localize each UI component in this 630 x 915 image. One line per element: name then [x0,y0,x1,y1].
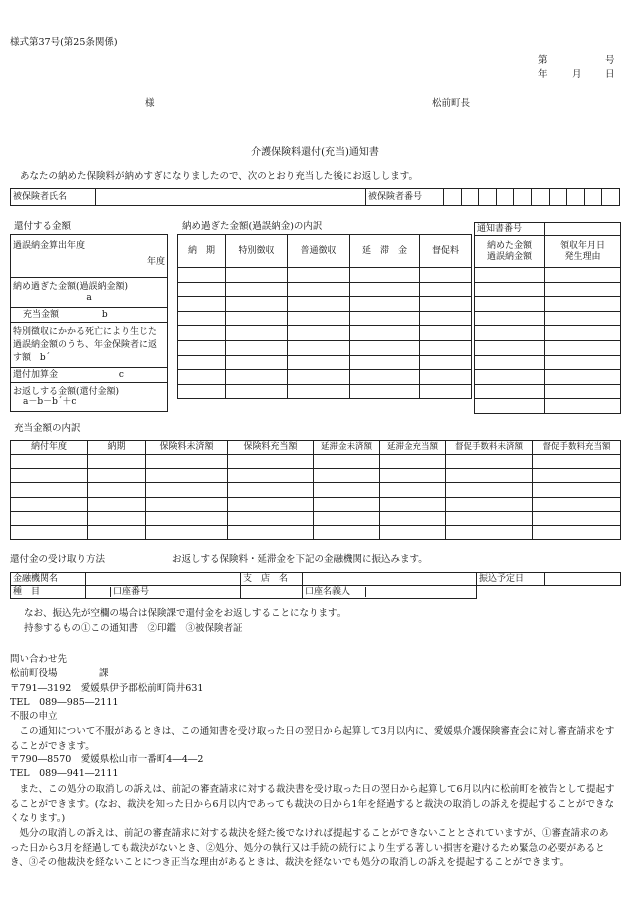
allocation-cell[interactable] [314,525,380,539]
refund-b-label: 充当金額 [23,309,60,320]
notice-cell[interactable] [545,355,621,370]
breakdown-col-term: 納 期 [178,235,226,268]
notice-cell[interactable] [545,268,621,283]
breakdown-col-dunning: 督促料 [420,235,472,268]
notice-row [475,282,621,297]
breakdown-cell[interactable] [420,297,472,312]
allocation-cell[interactable] [533,469,621,483]
notice-cell[interactable] [475,399,545,414]
allocation-cell[interactable] [314,469,380,483]
intro-text: あなたの納めた保険料が納めすぎになりましたので、次のとおり充当した後にお返しします。 [20,171,419,182]
breakdown-cell[interactable] [288,340,350,355]
breakdown-cell[interactable] [420,370,472,385]
refund-row-year[interactable] [11,235,168,278]
notice-cell[interactable] [545,370,621,385]
breakdown-cell[interactable] [350,370,420,385]
breakdown-cell[interactable] [350,268,420,283]
insured-name-label: 被保険者氏名 [11,189,96,206]
allocation-cell[interactable] [446,525,533,539]
breakdown-cell[interactable] [178,384,226,399]
notice-cell[interactable] [545,297,621,312]
allocation-cell[interactable] [533,525,621,539]
insured-number-digit[interactable] [567,189,585,206]
breakdown-cell[interactable] [226,282,288,297]
notice-paid-label [475,236,545,268]
breakdown-cell[interactable] [288,326,350,341]
breakdown-row [178,268,472,283]
contact-address: 〒791―3192 愛媛県伊予郡松前町筒井631 [10,683,204,694]
allocation-row [11,455,621,469]
allocation-col-dunning-unpaid: 督促手数料未済額 [446,441,533,455]
breakdown-cell[interactable] [420,355,472,370]
refund-b2-sub: b´ [39,352,51,363]
allocation-cell[interactable] [228,469,314,483]
refund-total-label: お返しする金額(還付金額) [13,386,120,397]
allocation-cell[interactable] [88,469,146,483]
breakdown-cell[interactable] [178,311,226,326]
refund-row-total[interactable] [11,383,168,412]
refund-header: 還付する金額 [14,221,72,232]
breakdown-cell[interactable] [288,282,350,297]
breakdown-cell[interactable] [226,268,288,283]
allocation-cell[interactable] [314,455,380,469]
refund-year-label: 過誤納金算出年度 [13,241,86,251]
refund-row-b2[interactable] [11,323,168,368]
breakdown-cell[interactable] [350,297,420,312]
notice-number-label: 通知書番号 [475,223,545,236]
allocation-cell[interactable] [146,497,228,511]
insured-number-digit[interactable] [479,189,497,206]
breakdown-cell[interactable] [350,311,420,326]
breakdown-cell[interactable] [226,370,288,385]
notice-number-field[interactable] [545,223,621,236]
allocation-cell[interactable] [380,483,446,497]
allocation-cell[interactable] [146,511,228,525]
allocation-cell[interactable] [533,511,621,525]
allocation-col-premium-applied: 保険料充当額 [228,441,314,455]
empty-cell [477,586,545,599]
allocation-cell[interactable] [533,497,621,511]
allocation-cell[interactable] [380,525,446,539]
notice-row [475,384,621,399]
breakdown-cell[interactable] [420,326,472,341]
allocation-row [11,511,621,525]
allocation-cell[interactable] [228,497,314,511]
allocation-cell[interactable] [380,511,446,525]
appeal-label: 不服の申立 [10,711,58,722]
breakdown-cell[interactable] [178,326,226,341]
refund-row-a[interactable] [11,278,168,308]
contact-section: 課 [99,668,109,679]
allocation-cell[interactable] [88,525,146,539]
allocation-cell[interactable] [146,469,228,483]
bank-table [10,572,621,599]
allocation-cell[interactable] [146,525,228,539]
breakdown-row [178,326,472,341]
allocation-cell[interactable] [314,511,380,525]
allocation-cell[interactable] [11,455,88,469]
note-1: なお、振込先が空欄の場合は保険課で還付金をお返しすることになります。 [24,608,347,619]
insured-number-digit[interactable] [584,189,602,206]
addressee-suffix: 様 [145,98,155,109]
allocation-cell[interactable] [88,455,146,469]
breakdown-cell[interactable] [288,268,350,283]
breakdown-cell[interactable] [420,340,472,355]
notice-cell[interactable] [545,399,621,414]
allocation-col-term: 納期 [88,441,146,455]
notice-row [475,370,621,385]
transfer-date-label: 振込予定日 [477,573,545,586]
notice-cell[interactable] [475,311,545,326]
allocation-col-latefee-applied: 延滞金充当額 [380,441,446,455]
notice-cell[interactable] [475,340,545,355]
notice-cell[interactable] [545,326,621,341]
insured-table [10,188,620,206]
allocation-col-dunning-applied: 督促手数料充当額 [533,441,621,455]
account-type-label [11,586,86,599]
notice-cell[interactable] [475,370,545,385]
refund-table [10,234,168,412]
notice-row [475,297,621,312]
insured-number-digit[interactable] [444,189,462,206]
allocation-cell[interactable] [446,455,533,469]
refund-row-c[interactable] [11,368,168,383]
issuer: 松前町長 [432,98,471,109]
breakdown-row [178,340,472,355]
breakdown-table [177,234,472,399]
branch-label: 支 店 名 [241,573,303,586]
allocation-cell[interactable] [11,497,88,511]
allocation-cell[interactable] [533,483,621,497]
notice-cell[interactable] [545,282,621,297]
date-year: 年 [538,69,548,80]
breakdown-cell[interactable] [288,297,350,312]
insured-number-digit[interactable] [514,189,532,206]
contact-tel: TEL 089―985―2111 [10,697,119,708]
refund-a-label: 納め過ぎた金額(過誤納金額) [13,282,129,293]
breakdown-row [178,384,472,399]
notice-table [474,222,621,414]
allocation-cell[interactable] [11,525,88,539]
notice-row [475,399,621,414]
receive-label: 還付金の受け取り方法 [10,554,106,565]
account-type-text: 種 目 [13,586,41,597]
contact-label: 問い合わせ先 [10,654,68,665]
date-month: 月 [572,69,582,80]
appeal-tel: TEL 089―941―2111 [10,768,119,779]
allocation-cell[interactable] [228,525,314,539]
breakdown-row [178,355,472,370]
account-type-field[interactable] [86,587,111,597]
allocation-cell[interactable] [11,469,88,483]
allocation-cell[interactable] [446,497,533,511]
notice-row [475,340,621,355]
bank-name-label: 金融機関名 [11,573,86,586]
notice-cell[interactable] [475,268,545,283]
insured-number-digit[interactable] [531,189,549,206]
account-type-number-cell[interactable] [86,586,241,599]
breakdown-cell[interactable] [226,297,288,312]
allocation-cell[interactable] [446,469,533,483]
breakdown-cell[interactable] [226,311,288,326]
notice-row [475,311,621,326]
breakdown-row [178,297,472,312]
breakdown-cell[interactable] [178,268,226,283]
notice-cell[interactable] [545,384,621,399]
contact-office: 松前町役場 [10,668,58,679]
allocation-cell[interactable] [380,497,446,511]
allocation-cell[interactable] [446,483,533,497]
breakdown-cell[interactable] [350,326,420,341]
account-number-field[interactable] [241,586,303,599]
account-holder-label: 口座名義人 [303,587,366,597]
allocation-col-premium-unpaid: 保険料未済額 [146,441,228,455]
breakdown-cell[interactable] [420,384,472,399]
breakdown-cell[interactable] [350,282,420,297]
breakdown-header: 納め過ぎた金額(過誤納金)の内訳 [182,221,323,232]
allocation-header: 充当金額の内訳 [14,423,81,434]
refund-year-unit: 年度 [146,257,165,268]
breakdown-cell[interactable] [288,355,350,370]
allocation-cell[interactable] [88,511,146,525]
receive-text: お返しする保険料・延滞金を下記の金融機関に振込みます。 [172,554,428,565]
breakdown-cell[interactable] [288,311,350,326]
notice-cell[interactable] [475,297,545,312]
breakdown-cell[interactable] [226,326,288,341]
insured-number-digit[interactable] [602,189,620,206]
appeal-address: 〒790―8570 愛媛県松山市一番町4―4―2 [10,754,204,765]
breakdown-col-late-fee: 延 滞 金 [350,235,420,268]
notice-cell[interactable] [475,355,545,370]
allocation-cell[interactable] [314,483,380,497]
appeal-paragraph-1: この通知について不服があるときは、この通知書を受け取った日の翌日から起算して3月以内に、愛媛県介護保険審査会に対し審査請求をすることができます。 [10,726,615,752]
page-title: 介護保険料還付(充当)通知書 [251,147,379,158]
transfer-date-field[interactable] [545,573,621,586]
appeal-paragraph-3: 処分の取消しの訴えは、前記の審査請求に対する裁決を経た後でなければ提起することができないこととされていますが、①審査請求のあった日から3月を経過しても裁決がないとき、②処分、処分の執行又は手続の続行により生ずる著しい損害を避けるため緊急の必要があるとき、③その他裁決を経ないことにつき正当な理由があるときは、裁決を経ないでも処分の取消しの訴えを提起することができます。 [10,828,609,868]
refund-b-sub: b [101,309,108,320]
date-day: 日 [605,69,615,80]
allocation-cell[interactable] [11,511,88,525]
refund-b2-label: 特別徴収にかかる死亡により生じた過誤納金額のうち、年金保険者に返す額 [13,326,158,363]
refund-total-sub: a－b－b´＋c [23,397,77,407]
bank-name-field[interactable] [86,573,241,586]
notice-paid-label-1: 納めた金額 [486,241,532,252]
form-number: 様式第37号(第25条関係) [10,37,118,48]
allocation-row [11,497,621,511]
allocation-cell[interactable] [146,455,228,469]
account-holder-field[interactable] [366,587,476,597]
allocation-cell[interactable] [380,455,446,469]
allocation-row [11,483,621,497]
breakdown-cell[interactable] [288,370,350,385]
note-2: 持参するもの①この通知書 ②印鑑 ③被保険者証 [24,623,243,634]
doc-number-prefix: 第 [538,55,548,66]
breakdown-cell[interactable] [178,340,226,355]
allocation-cell[interactable] [88,483,146,497]
notice-cell[interactable] [475,282,545,297]
doc-number-suffix: 号 [605,55,615,66]
account-holder-cell[interactable] [303,586,477,599]
breakdown-row [178,311,472,326]
allocation-cell[interactable] [228,483,314,497]
allocation-cell[interactable] [446,511,533,525]
breakdown-col-special: 特別徴収 [226,235,288,268]
allocation-col-latefee-unpaid: 延滞金未済額 [314,441,380,455]
breakdown-cell[interactable] [420,311,472,326]
breakdown-cell[interactable] [350,355,420,370]
refund-a-sub: a [86,292,92,303]
notice-reason-label-1: 領収年月日 [559,241,605,252]
refund-c-label: 還付加算金 [13,369,59,380]
allocation-cell[interactable] [380,469,446,483]
empty-cell [545,586,621,599]
allocation-cell[interactable] [228,511,314,525]
breakdown-cell[interactable] [420,282,472,297]
allocation-cell[interactable] [11,483,88,497]
notice-paid-label-2: 過誤納金額 [486,251,532,262]
breakdown-cell[interactable] [178,370,226,385]
breakdown-row [178,370,472,385]
notice-row [475,268,621,283]
allocation-row [11,525,621,539]
notice-reason-label [545,236,621,268]
breakdown-col-ordinary: 普通徴収 [288,235,350,268]
allocation-table [10,440,621,540]
breakdown-cell[interactable] [226,384,288,399]
breakdown-cell[interactable] [226,355,288,370]
allocation-cell[interactable] [228,455,314,469]
allocation-cell[interactable] [88,497,146,511]
notice-cell[interactable] [545,340,621,355]
breakdown-cell[interactable] [178,282,226,297]
insured-number-digit[interactable] [549,189,567,206]
insured-number-digit[interactable] [496,189,514,206]
notice-cell[interactable] [545,311,621,326]
allocation-cell[interactable] [314,497,380,511]
breakdown-cell[interactable] [350,384,420,399]
notice-row [475,326,621,341]
account-number-label: 口座番号 [113,586,150,597]
refund-row-b[interactable] [11,308,168,323]
notice-cell[interactable] [475,326,545,341]
notice-row [475,355,621,370]
branch-field[interactable] [303,573,477,586]
allocation-cell[interactable] [146,483,228,497]
allocation-row [11,469,621,483]
breakdown-cell[interactable] [178,297,226,312]
appeal-paragraph-2: また、この処分の取消しの訴えは、前記の審査請求に対する裁決書を受け取った日の翌日から起算して6月以内に松前町を被告として提起することができます。(なお、裁決を知った日から6月以内であっても裁決の日から1年を経過すると裁決の取消しの訴えを提起することができなくなります。) [10,784,615,824]
allocation-cell[interactable] [533,455,621,469]
allocation-col-year: 納付年度 [11,441,88,455]
notice-cell[interactable] [475,384,545,399]
breakdown-cell[interactable] [350,340,420,355]
refund-c-sub: c [118,369,124,380]
breakdown-cell[interactable] [420,268,472,283]
insured-name-field[interactable] [96,189,366,206]
notice-reason-label-2: 発生理由 [564,251,601,262]
insured-number-label: 被保険者番号 [366,189,444,206]
breakdown-cell[interactable] [178,355,226,370]
breakdown-cell[interactable] [226,340,288,355]
breakdown-row [178,282,472,297]
breakdown-cell[interactable] [288,384,350,399]
insured-number-digit[interactable] [461,189,479,206]
